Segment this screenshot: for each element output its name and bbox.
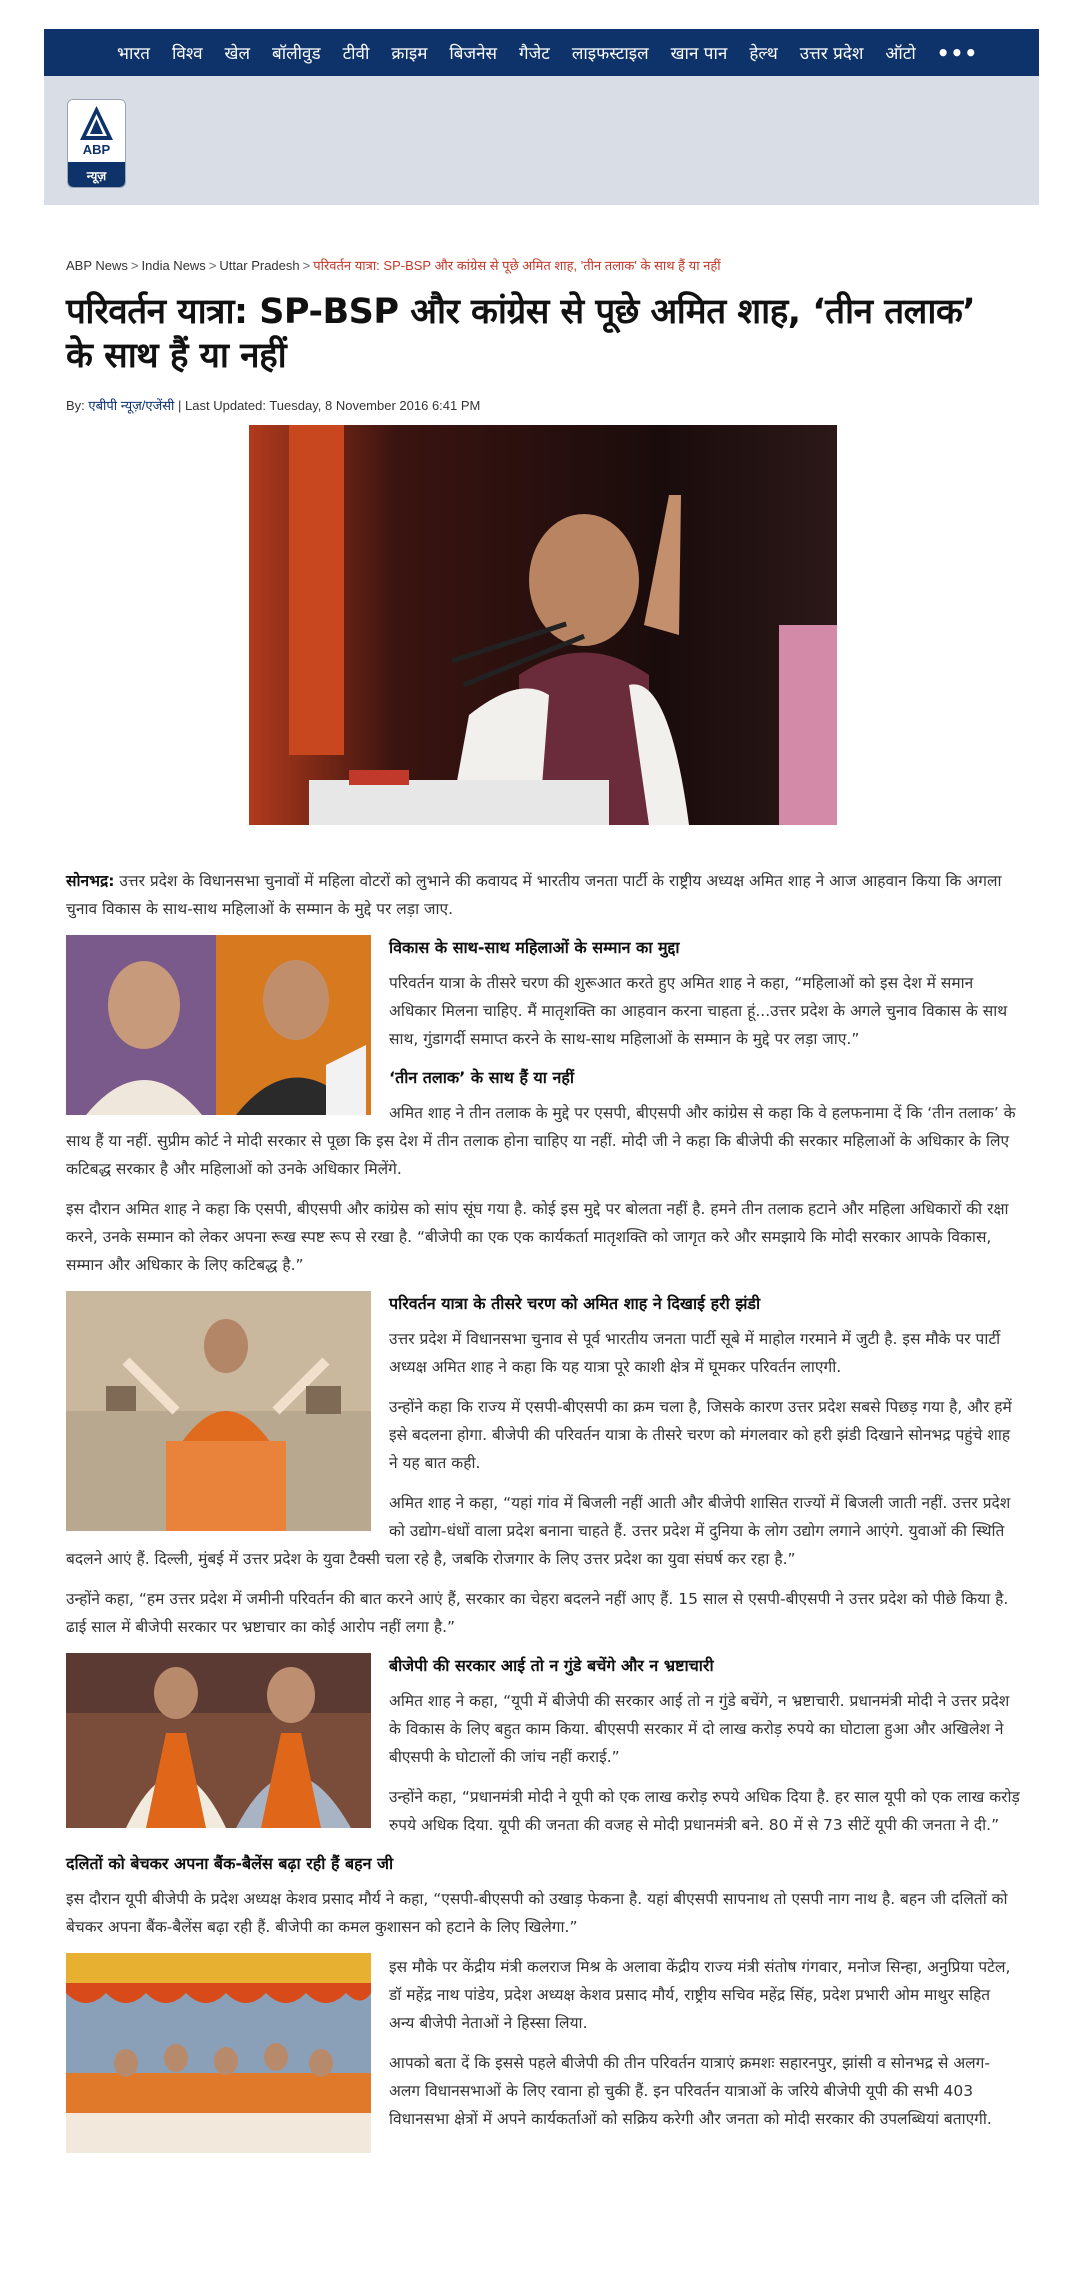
paragraph-10: इस दौरान यूपी बीजेपी के प्रदेश अध्यक्ष केशव प्रसाद मौर्य ने कहा, “एसपी-बीएसपी को उखाड़ फेकना है. यहां बीएसपी सापनाथ तो एसपी नाग नाथ है. बहन जी दलितों को बेचकर अपना बैंक-बैलेंस बढ़ा रही हैं. बीजेपी का कमल कुशासन को हटाने के लिए खिलेगा.” — [66, 1890, 1008, 1936]
photo-mayawati-akhilesh — [66, 935, 371, 1115]
nav-list — [106, 29, 988, 76]
subheading-gunde: बीजेपी की सरकार आई तो न गुंडे बचेंगे और न भ्रष्टाचारी — [389, 1656, 714, 1675]
paragraph-8: अमित शाह ने कहा, “यूपी में बीजेपी की सरकार आई तो न गुंडे बचेंगे, न भ्रष्टाचारी. प्रधानमंत्री मोदी ने उत्तर प्रदेश के विकास के लिए बहुत काम किया. बीएसपी सरकार में दो लाख करोड़ रुपये का घोटाला हुआ और अखिलेश ने बीएसपी के घोटालों की जांच नहीं कराई.” — [389, 1692, 1010, 1766]
nav-item-bharat[interactable]: भारत — [117, 44, 150, 64]
nav-item-gadget[interactable]: गैजेट — [519, 44, 550, 64]
subheading-hari-jhandi: परिवर्तन यात्रा के तीसरे चरण को अमित शाह ने दिखाई हरी झंडी — [389, 1294, 761, 1313]
breadcrumb-uttar-pradesh[interactable]: Uttar Pradesh — [219, 258, 300, 273]
nav-item-uttar-pradesh[interactable]: उत्तर प्रदेश — [799, 44, 864, 64]
logo-brand-text: ABP — [82, 142, 111, 157]
page-title: परिवर्तन यात्रा: SP-BSP और कांग्रेस से पूछे अमित शाह, ‘तीन तलाक’ के साथ हैं या नहीं — [66, 292, 976, 376]
nav-item-food[interactable]: खान पान — [670, 44, 728, 64]
paragraph-5: उन्होंने कहा कि राज्य में एसपी-बीएसपी का क्रम चला है, जिसके कारण उत्तर प्रदेश सबसे पिछड़ गया है, और हमें इसे बदलना होगा. बीजेपी की परिवर्तन यात्रा के तीसरे चरण को मंगलवार को हरी झंडी दिखाने सोनभद्र पहुंचे शाह ने यह बात कही. — [389, 1398, 1012, 1472]
dateline: सोनभद्र: — [66, 872, 115, 890]
byline-prefix: By: — [66, 398, 85, 413]
lead-text: उत्तर प्रदेश के विधानसभा चुनावों में महिला वोटरों को लुभाने की कवायद में भारतीय जनता पार्टी के राष्ट्रीय अध्यक्ष अमित शाह ने आज आहवान किया कि अगला चुनाव विकास के साथ-साथ महिलाओं के सम्मान के मुद्दे पर लड़ा जाए. — [66, 872, 1002, 918]
breadcrumb-separator: > — [130, 258, 139, 273]
more-menu-icon[interactable]: ••• — [936, 40, 979, 65]
nav-item-vishwa[interactable]: विश्व — [172, 44, 203, 64]
nav-item-lifestyle[interactable]: लाइफस्टाइल — [571, 44, 649, 64]
photo-stage-crowd — [66, 1953, 371, 2153]
nav-item-business[interactable]: बिजनेस — [449, 44, 498, 64]
photo-leaders-greeting — [66, 1653, 371, 1828]
paragraph-3: इस दौरान अमित शाह ने कहा कि एसपी, बीएसपी और कांग्रेस को सांप सूंघ गया है. कोई इस मुद्दे पर बोलता नहीं है. हमने तीन तलाक हटाने और महिला अधिकारों की रक्षा करने, उनके सम्मान को लेकर अपना रूख स्पष्ट रूप से रखा है. “बीजेपी का एक एक कार्यकर्ता मातृशक्ति को जागृत करे और समझाये कि मोदी सरकार आपके विकास, सम्मान और अधिकार के लिए कटिबद्ध है.” — [66, 1200, 1009, 1274]
subheading-bahan-ji: दलितों को बेचकर अपना बैंक-बैलेंस बढ़ा रही हैं बहन जी — [66, 1854, 394, 1873]
image-mayawati-akhilesh — [66, 935, 371, 1115]
paragraph-9: उन्होंने कहा, “प्रधानमंत्री मोदी ने यूपी को एक लाख करोड़ रुपये अधिक दिया है. हर साल यूपी को एक लाख करोड़ रुपये अधिक दिया. यूपी की जनता की वजह से मोदी प्रधानमंत्री बने. 80 में से 73 सीटें यूपी की जनता ने दी.” — [389, 1788, 1020, 1834]
nav-item-health[interactable]: हेल्थ — [749, 44, 778, 64]
paragraph-6: अमित शाह ने कहा, “यहां गांव में बिजली नहीं आती और बीजेपी शासित राज्यों में बिजली जाती नहीं. उत्तर प्रदेश को उद्योग-धंधों वाला प्रदेश बनाना चाहते हैं. उत्तर प्रदेश में दुनिया के लोग उद्योग लगाने आएंगे. युवाओं की स्थिति बदलने आएं हैं. दिल्ली, मुंबई में उत्तर प्रदेश के युवा टैक्सी चला रहे है, जबकि रोजगार के लिए उत्तर प्रदेश का युवा संघर्ष कर रहा है.” — [66, 1494, 1011, 1568]
logo-sub-text: न्यूज़ — [86, 169, 107, 183]
subheading-teen-talaq: ‘तीन तलाक’ के साथ हैं या नहीं — [389, 1068, 575, 1087]
image-rally-stage — [66, 1291, 371, 1531]
nav-item-khel[interactable]: खेल — [224, 44, 250, 64]
header-band — [44, 76, 1039, 205]
breadcrumb-india-news[interactable]: India News — [141, 258, 206, 273]
image-stage-crowd — [66, 1953, 371, 2153]
top-nav — [44, 29, 1039, 76]
subheading-vikas: विकास के साथ-साथ महिलाओं के सम्मान का मुद्दा — [389, 938, 680, 957]
paragraph-1: परिवर्तन यात्रा के तीसरे चरण की शुरूआत करते हुए अमित शाह ने कहा, “महिलाओं को इस देश में समान अधिकार मिलना चाहिए. मैं मातृशक्ति का आहवान करना चाहता हूं...उत्तर प्रदेश के अगले चुनाव विकास के साथ साथ, गुंडागर्दी समाप्त करने के साथ-साथ महिलाओं के सम्मान के मुद्दे पर लड़ा जाए.” — [389, 974, 1008, 1048]
abp-logo-graphic — [68, 100, 125, 187]
breadcrumb — [66, 256, 1026, 274]
nav-item-bollywood[interactable]: बॉलीवुड — [271, 44, 321, 64]
photo-rally-stage — [66, 1291, 371, 1531]
breadcrumb-separator: > — [208, 258, 217, 273]
lead-paragraph — [66, 867, 1020, 923]
paragraph-2: अमित शाह ने तीन तलाक के मुद्दे पर एसपी, बीएसपी और कांग्रेस से कहा कि वे हलफनामा दें कि ‘तीन तलाक’ के साथ हैं या नहीं. सुप्रीम कोर्ट ने मोदी सरकार से पूछा कि इस देश में तीन तलाक होना चाहिए या नहीं. मोदी जी ने कहा कि बीजेपी की सरकार महिलाओं के अधिकार के लिए कटिबद्ध सरकार है और महिलाओं को उनके अधिकार मिलेंगे. — [66, 1104, 1016, 1178]
byline-updated: Last Updated: Tuesday, 8 November 2016 6:41 PM — [185, 398, 481, 413]
breadcrumb-abp-news[interactable]: ABP News — [66, 258, 128, 273]
abp-news-logo[interactable] — [67, 99, 126, 188]
paragraph-7: उन्होंने कहा, “हम उत्तर प्रदेश में जमीनी परिवर्तन की बात करने आएं हैं, सरकार का चेहरा बदलने नहीं आए हैं. 15 साल से एसपी-बीएसपी ने उत्तर प्रदेश को पीछे किया है. ढाई साल में बीजेपी सरकार पर भ्रष्टाचार का कोई आरोप नहीं लगा है.” — [66, 1590, 1009, 1636]
paragraph-4: उत्तर प्रदेश में विधानसभा चुनाव से पूर्व भारतीय जनता पार्टी सूबे में माहोल गरमाने में जुटी है. इस मौके पर पार्टी अध्यक्ष अमित शाह ने कहा कि यह यात्रा पूरे काशी क्षेत्र में घूमकर परिवर्तन लाएगी. — [389, 1330, 1001, 1376]
article-body — [66, 867, 1020, 2161]
hero-photo-amit-shah — [249, 425, 837, 825]
byline-author[interactable]: एबीपी न्यूज़/एजेंसी — [88, 398, 175, 413]
image-leaders-greeting — [66, 1653, 371, 1828]
breadcrumb-current: परिवर्तन यात्रा: SP-BSP और कांग्रेस से पूछे अमित शाह, 'तीन तलाक' के साथ हैं या नहीं — [313, 258, 721, 273]
nav-item-auto[interactable]: ऑटो — [885, 44, 916, 64]
byline — [66, 396, 966, 414]
nav-item-crime[interactable]: क्राइम — [391, 44, 428, 64]
breadcrumb-separator: > — [302, 258, 311, 273]
paragraph-12: आपको बता दें कि इससे पहले बीजेपी की तीन परिवर्तन यात्राएं क्रमशः सहारनपुर, झांसी व सोनभद्र से अलग-अलग विधानसभाओं के लिए रवाना हो चुकी हैं. इन परिवर्तन यात्राओं के जरिये बीजेपी यूपी की सभी 403 विधानसभा क्षेत्रों में अपने कार्यकर्ताओं को सक्रिय करेगी और जनता को मोदी सरकार की उपलब्धियां बताएगी. — [389, 2054, 992, 2128]
paragraph-11: इस मौके पर केंद्रीय मंत्री कलराज मिश्र के अलावा केंद्रीय राज्य मंत्री संतोष गंगवार, मनोज सिन्हा, अनुप्रिया पटेल, डॉ महेंद्र नाथ पांडेय, प्रदेश अध्यक्ष केशव प्रसाद मौर्य, राष्ट्रीय सचिव महेंद्र सिंह, प्रदेश प्रभारी ओम माथुर सहित अन्य बीजेपी नेताओं ने हिस्सा लिया. — [389, 1958, 1011, 2032]
nav-item-tv[interactable]: टीवी — [342, 44, 370, 64]
byline-separator: | — [178, 398, 182, 413]
hero-image — [249, 425, 837, 825]
